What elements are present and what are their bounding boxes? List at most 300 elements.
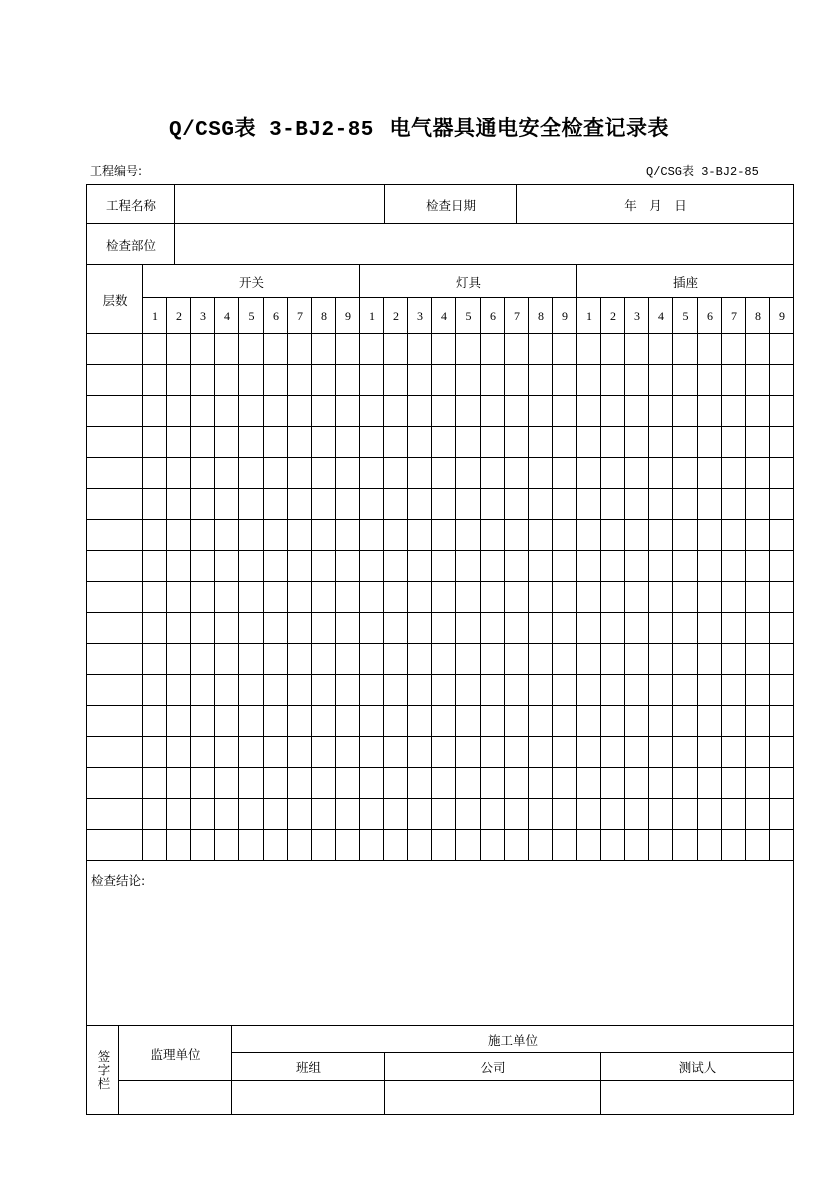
check-cell[interactable]: [697, 426, 722, 458]
check-cell[interactable]: [431, 581, 456, 613]
check-cell[interactable]: [335, 705, 360, 737]
check-cell[interactable]: [672, 333, 698, 365]
check-cell[interactable]: [455, 333, 481, 365]
check-cell[interactable]: [672, 643, 698, 675]
check-cell[interactable]: [335, 798, 360, 830]
check-cell[interactable]: [359, 550, 384, 582]
check-cell[interactable]: [672, 798, 698, 830]
check-cell[interactable]: [166, 581, 191, 613]
check-cell[interactable]: [287, 550, 312, 582]
check-cell[interactable]: [359, 333, 384, 365]
check-cell[interactable]: [745, 705, 770, 737]
check-cell[interactable]: [721, 395, 746, 427]
check-cell[interactable]: [552, 798, 577, 830]
check-cell[interactable]: [335, 581, 360, 613]
check-cell[interactable]: [214, 767, 239, 799]
check-cell[interactable]: [335, 457, 360, 489]
check-cell[interactable]: [287, 519, 312, 551]
check-cell[interactable]: [769, 550, 794, 582]
check-cell[interactable]: [359, 395, 384, 427]
check-cell[interactable]: [383, 457, 408, 489]
check-cell[interactable]: [697, 550, 722, 582]
check-cell[interactable]: [214, 829, 239, 861]
check-cell[interactable]: [600, 612, 625, 644]
check-cell[interactable]: [335, 333, 360, 365]
check-cell[interactable]: [624, 426, 649, 458]
check-cell[interactable]: [672, 364, 698, 396]
check-cell[interactable]: [142, 705, 167, 737]
floor-cell[interactable]: [86, 674, 143, 706]
check-cell[interactable]: [142, 798, 167, 830]
check-cell[interactable]: [190, 333, 215, 365]
check-cell[interactable]: [552, 395, 577, 427]
check-cell[interactable]: [142, 457, 167, 489]
check-cell[interactable]: [383, 612, 408, 644]
check-cell[interactable]: [166, 767, 191, 799]
check-cell[interactable]: [600, 426, 625, 458]
check-cell[interactable]: [769, 736, 794, 768]
check-cell[interactable]: [190, 426, 215, 458]
check-cell[interactable]: [576, 519, 601, 551]
check-cell[interactable]: [721, 333, 746, 365]
check-cell[interactable]: [528, 736, 553, 768]
check-cell[interactable]: [263, 581, 288, 613]
check-cell[interactable]: [600, 798, 625, 830]
check-cell[interactable]: [166, 643, 191, 675]
check-cell[interactable]: [697, 736, 722, 768]
check-cell[interactable]: [214, 798, 239, 830]
check-cell[interactable]: [311, 767, 336, 799]
check-cell[interactable]: [311, 333, 336, 365]
check-cell[interactable]: [721, 767, 746, 799]
check-cell[interactable]: [648, 395, 673, 427]
check-cell[interactable]: [359, 643, 384, 675]
check-cell[interactable]: [576, 395, 601, 427]
check-cell[interactable]: [528, 457, 553, 489]
check-cell[interactable]: [263, 674, 288, 706]
check-cell[interactable]: [480, 767, 505, 799]
check-cell[interactable]: [648, 612, 673, 644]
check-cell[interactable]: [504, 829, 529, 861]
check-cell[interactable]: [263, 767, 288, 799]
check-cell[interactable]: [648, 643, 673, 675]
floor-cell[interactable]: [86, 829, 143, 861]
check-cell[interactable]: [528, 767, 553, 799]
check-date-field[interactable]: 年 月 日: [516, 184, 794, 224]
check-cell[interactable]: [407, 364, 432, 396]
check-cell[interactable]: [480, 612, 505, 644]
check-cell[interactable]: [383, 488, 408, 520]
check-cell[interactable]: [504, 364, 529, 396]
check-cell[interactable]: [359, 488, 384, 520]
check-cell[interactable]: [721, 550, 746, 582]
check-cell[interactable]: [407, 643, 432, 675]
check-cell[interactable]: [648, 426, 673, 458]
check-cell[interactable]: [745, 767, 770, 799]
check-cell[interactable]: [576, 705, 601, 737]
check-cell[interactable]: [238, 457, 264, 489]
check-cell[interactable]: [142, 333, 167, 365]
check-cell[interactable]: [624, 736, 649, 768]
check-cell[interactable]: [600, 550, 625, 582]
check-cell[interactable]: [142, 612, 167, 644]
check-cell[interactable]: [552, 550, 577, 582]
check-cell[interactable]: [238, 488, 264, 520]
check-cell[interactable]: [190, 488, 215, 520]
check-cell[interactable]: [359, 767, 384, 799]
floor-cell[interactable]: [86, 364, 143, 396]
check-cell[interactable]: [769, 674, 794, 706]
check-cell[interactable]: [745, 488, 770, 520]
check-cell[interactable]: [480, 705, 505, 737]
check-cell[interactable]: [672, 767, 698, 799]
check-cell[interactable]: [238, 643, 264, 675]
check-cell[interactable]: [359, 426, 384, 458]
check-cell[interactable]: [287, 705, 312, 737]
check-cell[interactable]: [624, 612, 649, 644]
check-cell[interactable]: [407, 550, 432, 582]
check-cell[interactable]: [238, 674, 264, 706]
check-cell[interactable]: [407, 457, 432, 489]
check-cell[interactable]: [431, 550, 456, 582]
check-cell[interactable]: [648, 674, 673, 706]
check-cell[interactable]: [648, 798, 673, 830]
check-cell[interactable]: [455, 457, 481, 489]
check-cell[interactable]: [190, 767, 215, 799]
check-cell[interactable]: [672, 705, 698, 737]
check-cell[interactable]: [552, 581, 577, 613]
check-cell[interactable]: [697, 581, 722, 613]
check-cell[interactable]: [624, 705, 649, 737]
floor-cell[interactable]: [86, 767, 143, 799]
check-cell[interactable]: [504, 550, 529, 582]
check-cell[interactable]: [311, 612, 336, 644]
floor-cell[interactable]: [86, 581, 143, 613]
check-cell[interactable]: [383, 395, 408, 427]
check-cell[interactable]: [166, 395, 191, 427]
check-cell[interactable]: [407, 736, 432, 768]
check-cell[interactable]: [431, 426, 456, 458]
check-cell[interactable]: [504, 519, 529, 551]
check-cell[interactable]: [166, 519, 191, 551]
check-cell[interactable]: [166, 364, 191, 396]
check-cell[interactable]: [238, 829, 264, 861]
check-cell[interactable]: [576, 829, 601, 861]
check-cell[interactable]: [166, 426, 191, 458]
check-cell[interactable]: [407, 798, 432, 830]
check-cell[interactable]: [552, 333, 577, 365]
check-cell[interactable]: [431, 643, 456, 675]
check-cell[interactable]: [214, 457, 239, 489]
check-cell[interactable]: [480, 426, 505, 458]
check-cell[interactable]: [600, 364, 625, 396]
check-cell[interactable]: [407, 488, 432, 520]
check-cell[interactable]: [504, 674, 529, 706]
check-cell[interactable]: [359, 612, 384, 644]
check-cell[interactable]: [190, 395, 215, 427]
check-cell[interactable]: [624, 798, 649, 830]
check-cell[interactable]: [431, 364, 456, 396]
check-cell[interactable]: [745, 674, 770, 706]
check-cell[interactable]: [528, 395, 553, 427]
check-cell[interactable]: [142, 550, 167, 582]
check-cell[interactable]: [311, 457, 336, 489]
check-cell[interactable]: [648, 364, 673, 396]
check-cell[interactable]: [335, 488, 360, 520]
check-cell[interactable]: [166, 488, 191, 520]
check-cell[interactable]: [769, 643, 794, 675]
check-cell[interactable]: [359, 581, 384, 613]
check-cell[interactable]: [263, 612, 288, 644]
check-cell[interactable]: [287, 643, 312, 675]
check-cell[interactable]: [455, 426, 481, 458]
check-cell[interactable]: [166, 798, 191, 830]
supervisor-signature-field[interactable]: [118, 1080, 232, 1115]
check-cell[interactable]: [263, 643, 288, 675]
check-cell[interactable]: [600, 333, 625, 365]
check-cell[interactable]: [600, 674, 625, 706]
check-cell[interactable]: [672, 395, 698, 427]
check-cell[interactable]: [359, 674, 384, 706]
check-cell[interactable]: [600, 643, 625, 675]
floor-cell[interactable]: [86, 333, 143, 365]
check-cell[interactable]: [407, 395, 432, 427]
check-cell[interactable]: [431, 829, 456, 861]
check-cell[interactable]: [431, 488, 456, 520]
check-cell[interactable]: [552, 426, 577, 458]
check-cell[interactable]: [455, 705, 481, 737]
check-cell[interactable]: [287, 457, 312, 489]
check-cell[interactable]: [721, 829, 746, 861]
floor-cell[interactable]: [86, 519, 143, 551]
check-cell[interactable]: [672, 550, 698, 582]
check-cell[interactable]: [190, 364, 215, 396]
check-cell[interactable]: [624, 767, 649, 799]
check-cell[interactable]: [238, 364, 264, 396]
check-cell[interactable]: [624, 643, 649, 675]
check-cell[interactable]: [407, 829, 432, 861]
check-cell[interactable]: [214, 705, 239, 737]
check-cell[interactable]: [504, 705, 529, 737]
check-cell[interactable]: [697, 643, 722, 675]
check-cell[interactable]: [383, 426, 408, 458]
check-cell[interactable]: [263, 550, 288, 582]
check-cell[interactable]: [455, 519, 481, 551]
check-cell[interactable]: [552, 829, 577, 861]
check-cell[interactable]: [769, 612, 794, 644]
check-cell[interactable]: [624, 829, 649, 861]
check-cell[interactable]: [576, 581, 601, 613]
check-cell[interactable]: [214, 550, 239, 582]
check-cell[interactable]: [311, 798, 336, 830]
check-cell[interactable]: [263, 519, 288, 551]
check-cell[interactable]: [480, 643, 505, 675]
project-name-field[interactable]: [174, 184, 385, 224]
check-cell[interactable]: [745, 612, 770, 644]
check-cell[interactable]: [745, 736, 770, 768]
check-cell[interactable]: [721, 457, 746, 489]
check-cell[interactable]: [648, 488, 673, 520]
check-cell[interactable]: [263, 333, 288, 365]
check-cell[interactable]: [335, 674, 360, 706]
check-cell[interactable]: [263, 364, 288, 396]
check-cell[interactable]: [769, 457, 794, 489]
check-cell[interactable]: [287, 364, 312, 396]
check-cell[interactable]: [238, 705, 264, 737]
check-cell[interactable]: [287, 612, 312, 644]
check-cell[interactable]: [214, 674, 239, 706]
floor-cell[interactable]: [86, 736, 143, 768]
check-cell[interactable]: [190, 519, 215, 551]
check-cell[interactable]: [697, 488, 722, 520]
check-cell[interactable]: [504, 581, 529, 613]
check-cell[interactable]: [190, 457, 215, 489]
check-cell[interactable]: [552, 612, 577, 644]
check-cell[interactable]: [214, 426, 239, 458]
check-cell[interactable]: [648, 705, 673, 737]
check-cell[interactable]: [552, 674, 577, 706]
check-cell[interactable]: [745, 798, 770, 830]
check-cell[interactable]: [335, 519, 360, 551]
check-cell[interactable]: [576, 643, 601, 675]
check-cell[interactable]: [287, 333, 312, 365]
check-cell[interactable]: [407, 333, 432, 365]
check-cell[interactable]: [480, 829, 505, 861]
check-cell[interactable]: [624, 550, 649, 582]
check-cell[interactable]: [480, 457, 505, 489]
check-cell[interactable]: [576, 426, 601, 458]
check-cell[interactable]: [480, 581, 505, 613]
check-cell[interactable]: [142, 736, 167, 768]
floor-cell[interactable]: [86, 395, 143, 427]
check-cell[interactable]: [238, 612, 264, 644]
check-cell[interactable]: [214, 395, 239, 427]
check-cell[interactable]: [431, 395, 456, 427]
check-cell[interactable]: [528, 550, 553, 582]
floor-cell[interactable]: [86, 705, 143, 737]
check-cell[interactable]: [672, 612, 698, 644]
check-cell[interactable]: [431, 736, 456, 768]
check-cell[interactable]: [238, 519, 264, 551]
check-cell[interactable]: [697, 364, 722, 396]
check-cell[interactable]: [769, 798, 794, 830]
check-cell[interactable]: [745, 395, 770, 427]
check-cell[interactable]: [600, 581, 625, 613]
check-cell[interactable]: [311, 364, 336, 396]
check-cell[interactable]: [697, 767, 722, 799]
check-cell[interactable]: [190, 550, 215, 582]
check-cell[interactable]: [142, 426, 167, 458]
check-cell[interactable]: [166, 333, 191, 365]
check-cell[interactable]: [600, 736, 625, 768]
company-signature-field[interactable]: [384, 1080, 601, 1115]
check-cell[interactable]: [576, 488, 601, 520]
check-cell[interactable]: [480, 488, 505, 520]
check-cell[interactable]: [721, 736, 746, 768]
check-cell[interactable]: [769, 581, 794, 613]
check-cell[interactable]: [383, 705, 408, 737]
check-cell[interactable]: [359, 829, 384, 861]
check-cell[interactable]: [287, 829, 312, 861]
check-cell[interactable]: [576, 333, 601, 365]
check-cell[interactable]: [697, 457, 722, 489]
check-cell[interactable]: [576, 798, 601, 830]
check-cell[interactable]: [383, 643, 408, 675]
check-cell[interactable]: [504, 457, 529, 489]
check-cell[interactable]: [407, 581, 432, 613]
check-cell[interactable]: [672, 488, 698, 520]
check-cell[interactable]: [263, 457, 288, 489]
check-cell[interactable]: [672, 426, 698, 458]
check-cell[interactable]: [721, 426, 746, 458]
check-cell[interactable]: [721, 364, 746, 396]
check-cell[interactable]: [359, 705, 384, 737]
check-cell[interactable]: [214, 519, 239, 551]
check-cell[interactable]: [142, 581, 167, 613]
check-cell[interactable]: [311, 705, 336, 737]
check-cell[interactable]: [576, 736, 601, 768]
check-cell[interactable]: [263, 705, 288, 737]
check-cell[interactable]: [431, 612, 456, 644]
check-cell[interactable]: [745, 457, 770, 489]
check-cell[interactable]: [407, 767, 432, 799]
check-cell[interactable]: [190, 705, 215, 737]
check-cell[interactable]: [383, 767, 408, 799]
check-cell[interactable]: [576, 767, 601, 799]
check-cell[interactable]: [383, 581, 408, 613]
check-cell[interactable]: [238, 581, 264, 613]
check-cell[interactable]: [600, 829, 625, 861]
check-cell[interactable]: [576, 550, 601, 582]
check-cell[interactable]: [190, 798, 215, 830]
check-cell[interactable]: [697, 829, 722, 861]
check-cell[interactable]: [383, 333, 408, 365]
check-cell[interactable]: [455, 395, 481, 427]
check-cell[interactable]: [769, 829, 794, 861]
check-cell[interactable]: [624, 581, 649, 613]
check-cell[interactable]: [431, 457, 456, 489]
check-cell[interactable]: [166, 736, 191, 768]
check-cell[interactable]: [648, 457, 673, 489]
check-cell[interactable]: [359, 519, 384, 551]
check-cell[interactable]: [190, 612, 215, 644]
check-cell[interactable]: [455, 643, 481, 675]
check-cell[interactable]: [383, 829, 408, 861]
check-cell[interactable]: [504, 798, 529, 830]
check-cell[interactable]: [407, 705, 432, 737]
check-cell[interactable]: [214, 736, 239, 768]
check-cell[interactable]: [697, 798, 722, 830]
check-cell[interactable]: [383, 519, 408, 551]
check-cell[interactable]: [238, 767, 264, 799]
check-cell[interactable]: [697, 395, 722, 427]
check-cell[interactable]: [335, 736, 360, 768]
check-cell[interactable]: [455, 829, 481, 861]
check-cell[interactable]: [504, 612, 529, 644]
check-cell[interactable]: [287, 674, 312, 706]
check-cell[interactable]: [721, 643, 746, 675]
check-cell[interactable]: [311, 829, 336, 861]
check-cell[interactable]: [190, 581, 215, 613]
check-cell[interactable]: [383, 736, 408, 768]
check-cell[interactable]: [745, 829, 770, 861]
check-cell[interactable]: [142, 829, 167, 861]
check-cell[interactable]: [311, 550, 336, 582]
check-cell[interactable]: [238, 426, 264, 458]
check-cell[interactable]: [431, 767, 456, 799]
check-cell[interactable]: [214, 333, 239, 365]
check-cell[interactable]: [238, 395, 264, 427]
